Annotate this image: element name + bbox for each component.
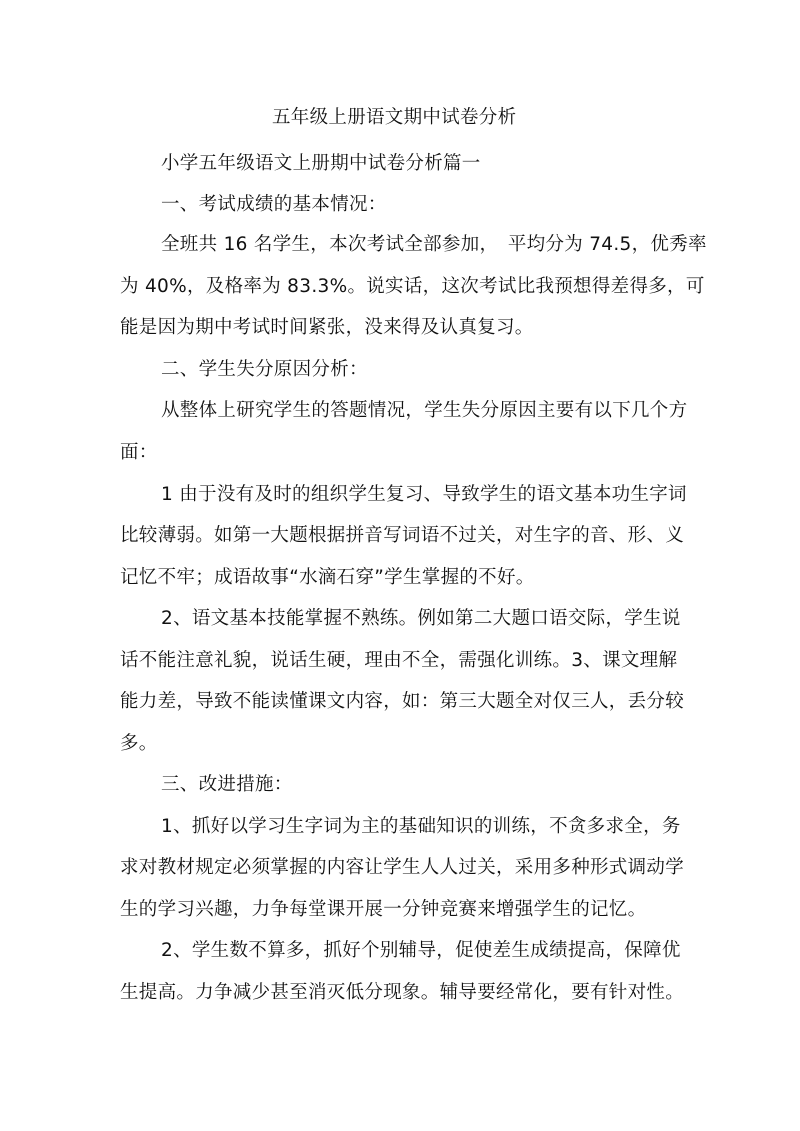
section2-item1-line: 1 由于没有及时的组织学生复习、导致学生的语文基本功生字词 (161, 484, 687, 505)
document-subtitle: 小学五年级语文上册期中试卷分析篇一 (161, 153, 481, 174)
section3-item2-line: 生提高。力争减少甚至消灭低分现象。辅导要经常化，要有针对性。 (120, 982, 685, 1003)
section3-item2-line: 2、学生数不算多，抓好个别辅导，促使差生成绩提高，保障优 (161, 940, 681, 961)
section1-paragraph-line: 为 40%，及格率为 83.3%。说实话，这次考试比我预想得差得多，可 (120, 276, 705, 297)
section1-paragraph-line: 全班共 16 名学生，本次考试全部参加， 平均分为 74.5，优秀率 (161, 234, 707, 255)
document-title: 五年级上册语文期中试卷分析 (272, 107, 517, 128)
section2-item2-line: 2、语文基本技能掌握不熟练。例如第二大题口语交际，学生说 (161, 608, 681, 629)
section2-item2-line: 能力差，导致不能读懂课文内容，如：第三大题全对仅三人，丢分较 (120, 691, 685, 712)
section1-heading: 一、考试成绩的基本情况： (161, 194, 387, 215)
section2-intro-line: 面： (120, 442, 158, 463)
section2-item1-line: 记忆不牢；成语故事“水滴石穿”学生掌握的不好。 (120, 567, 535, 588)
section3-item1-line: 生的学习兴趣，力争每堂课开展一分钟竞赛来增强学生的记忆。 (120, 899, 647, 920)
section2-item2-line: 话不能注意礼貌，说话生硬，理由不全，需强化训练。3、课文理解 (120, 650, 678, 671)
section3-item1-line: 1、抓好以学习生字词为主的基础知识的训练，不贪多求全，务 (161, 816, 681, 837)
section2-item1-line: 比较薄弱。如第一大题根据拼音写词语不过关，对生字的音、形、义 (120, 525, 685, 546)
section3-item1-line: 求对教材规定必须掌握的内容让学生人人过关，采用多种形式调动学 (120, 857, 685, 878)
section2-item2-line: 多。 (120, 733, 158, 754)
section3-heading: 三、改进措施： (161, 774, 293, 795)
section2-intro-line: 从整体上研究学生的答题情况，学生失分原因主要有以下几个方 (161, 400, 688, 421)
section1-paragraph-line: 能是因为期中考试时间紧张，没来得及认真复习。 (120, 317, 534, 338)
section2-heading: 二、学生失分原因分析： (161, 359, 368, 380)
